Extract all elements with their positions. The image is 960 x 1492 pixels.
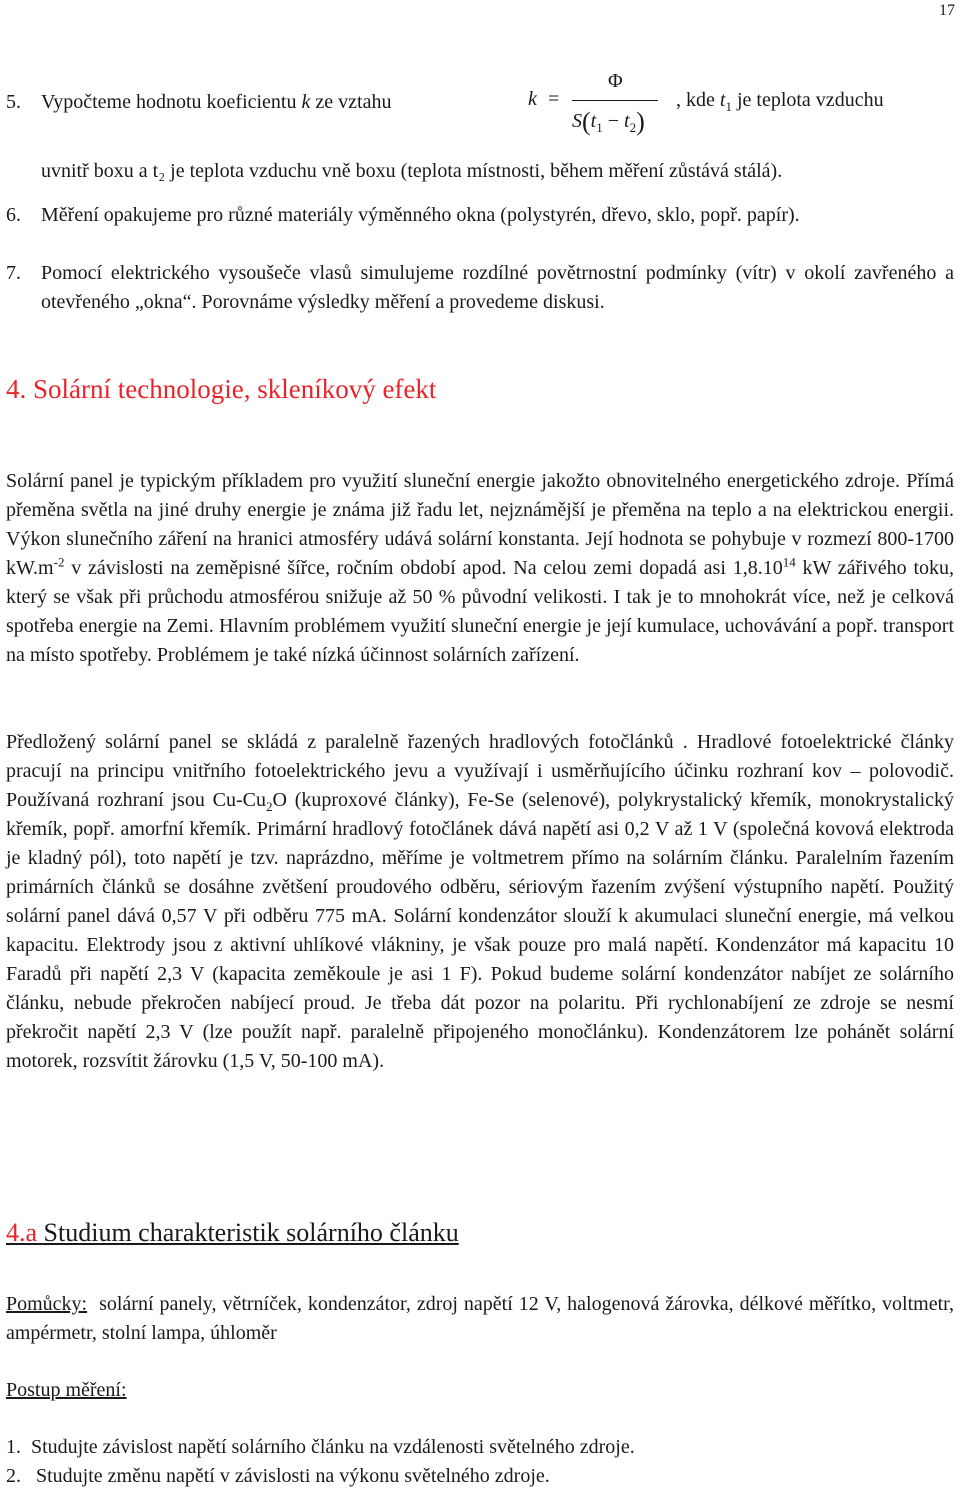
tools-text: solární panely, větrníček, kondenzátor, zdroj napětí 12 V, halogenová žárovka, délkové měřítko, voltmetr, ampérmetr, stolní lampa, úhloměr	[6, 1293, 954, 1344]
formula-numerator: Φ	[608, 70, 623, 92]
formula-tail: , kde $t_1$ je teplota vzduchu	[676, 89, 884, 114]
list-marker: 6.	[6, 204, 21, 226]
procedure-label: Postup měření:	[6, 1379, 127, 1401]
list-item-7	[6, 259, 954, 317]
list-item-text: Měření opakujeme pro různé materiály výměnného okna (polystyrén, dřevo, sklo, popř. papír).	[41, 204, 800, 226]
formula-eq: =	[548, 88, 560, 110]
item5-text-prefix: Vypočteme hodnotu koeficientu	[41, 91, 297, 113]
formula-k	[528, 70, 658, 142]
page-number: 17	[939, 2, 955, 19]
fraction-bar	[572, 100, 658, 101]
procedure-step-1: 1. Studujte závislost napětí solárního článku na vzdálenosti světelného zdroje.	[6, 1436, 635, 1458]
section-title: 4. Solární technologie, skleníkový efekt	[6, 374, 437, 404]
paragraph-intro: Solární panel je typickým příkladem pro využití sluneční energie jakožto obnovitelného energetického zdroje. Přímá přeměna světla na jiné druhy energie je známa již řadu let, nejznámější je přeměna na teplo a na elektrickou energii. Výkon slunečního záření na hranici atmosféry udává solární konstanta. Její hodnota se pohybuje v rozmezí 800-1700 $kW.m^{-2}$ v závislosti na zeměpisné šířce, ročním období apod. Na celou zemi dopadá asi 1,8.10$^{14}$ kW zářivého toku, který se však při průchodu atmosférou snižuje až 50 % původní velikosti. I tak je to mnohokrát více, než je celková spotřeba energie na Zemi. Hlavním problémem využití sluneční energie je její kumulace, uchovávání a popř. transport na místo spotřeby. Problémem je také nízká účinnost solárních zařízení.	[6, 470, 955, 666]
list-marker: 5.	[6, 91, 21, 113]
list-marker: 7.	[6, 262, 21, 284]
procedure-step-2: 2. Studujte změnu napětí v závislosti na výkonu světelného zdroje.	[6, 1465, 550, 1487]
item5-k-var: k	[301, 91, 311, 113]
item5-text-mid: ze vztahu	[315, 91, 392, 113]
formula-lhs: k	[528, 88, 537, 110]
paragraph-panel: Předložený solární panel se skládá z paralelně řazených hradlových fotočlánků . Hradlové fotoelektrické články pracují na principu vnitřního fotoelektrického jevu a využívají i usměrňujícího účinku rozhraní kov – polovodič. Používaná rozhraní jsou $Cu-Cu_2O$ (kuproxové články), Fe-Se (selenové), polykrystalický křemík, monokrystalický křemík, popř. amorfní křemík. Primární hradlový fotočlánek dává napětí asi 0,2 V až 1 V (společná kovová elektroda je kladný pól), toto napětí je tzv. naprázdno, měříme je voltmetrem přímo na solárním článku. Paralelním řazením primárních článků se dosáhne zvětšení proudového odběru, sériovým řazením zvýšení výstupního napětí. Použitý solární panel dává 0,57 V při odběru 775 mA. Solární kondenzátor slouží k akumulaci sluneční energie, má velkou kapacitu. Elektrody jsou z aktivní uhlíkové vlákniny, je však pouze pro malá napětí. Kondenzátor má kapacitu 10 Faradů při napětí 2,3 V (kapacita zeměkoule je asi 1 F). Pokud budeme solární kondenzátor nabíjet ze solárního článku, nebude překročen nabíjecí proud. Je třeba dát pozor na polaritu. Při rychlonabíjení ze zdroje se nesmí překročit napětí 2,3 V (lze použít např. paralelně připojeného monočlánku). Kondenzátorem lze pohánět solární motorek, rozsvítit žárovku (1,5 V, 50-100 mA).	[6, 731, 954, 1072]
subsection-title	[6, 1218, 459, 1248]
list-item-6	[6, 201, 954, 230]
list-item-text: Pomocí elektrického vysoušeče vlasů simulujeme rozdílné povětrnostní podmínky (vítr) v okolí zavřeného a otevřeného „okna“. Porovnáme výsledky měření a provedeme diskusi.	[41, 262, 954, 313]
subsection-number: 4.a	[6, 1218, 38, 1247]
tools-label: Pomůcky:	[6, 1293, 88, 1315]
formula-denominator: $S(t_1 - t_2)$	[572, 107, 645, 136]
subsection-text: Studium charakteristik solárního článku	[43, 1218, 459, 1247]
item5-rest: uvnitř boxu a t₂ je teplota vzduchu vně boxu (teplota místnosti, během měření zůstává stálá).	[41, 160, 783, 182]
paragraph-tools	[6, 1290, 954, 1348]
